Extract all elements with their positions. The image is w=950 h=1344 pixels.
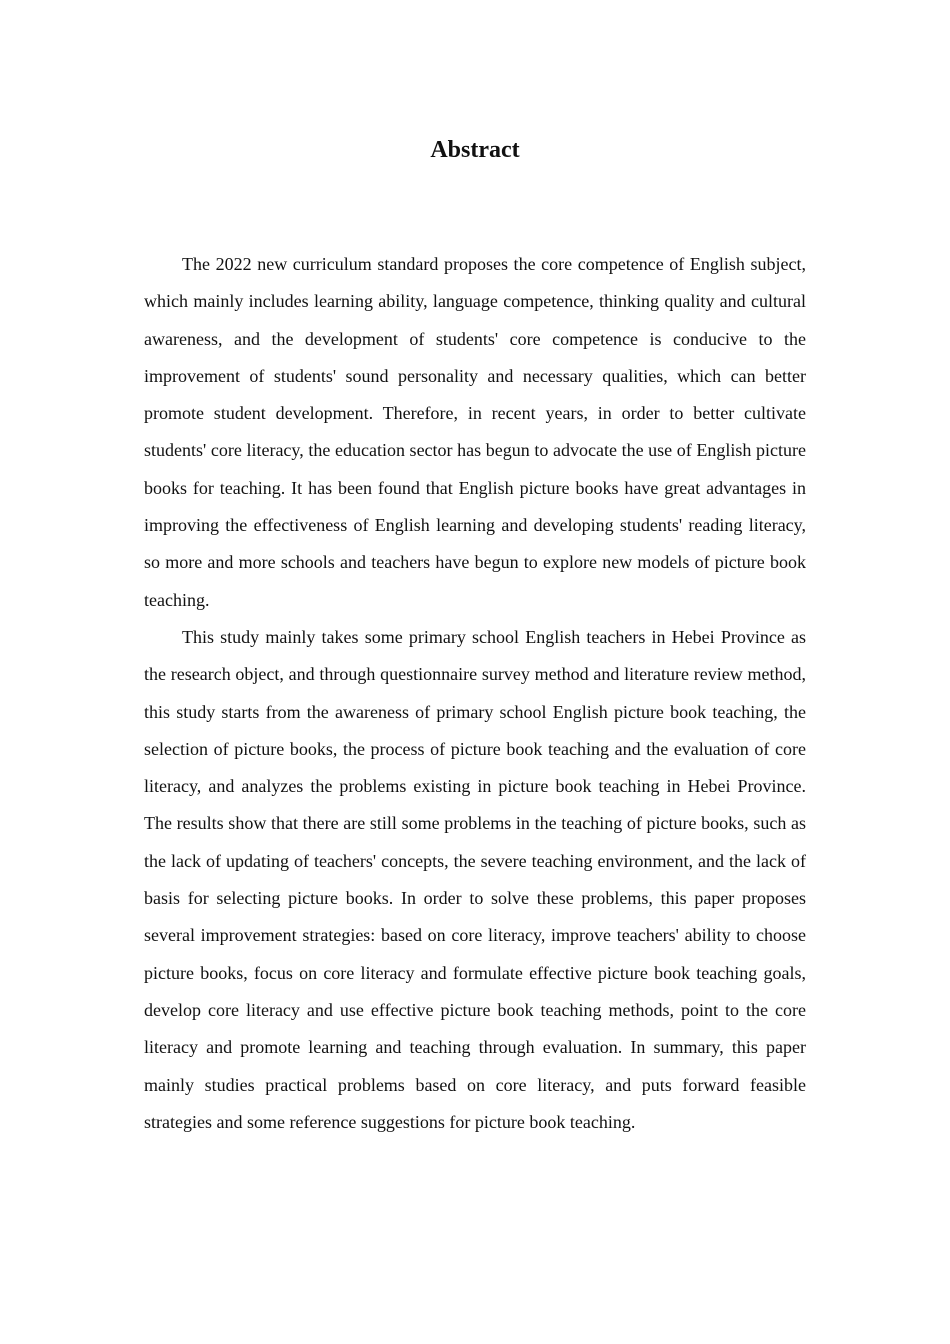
page-title: Abstract (430, 137, 520, 163)
abstract-body (144, 246, 806, 1141)
abstract-paragraph-2: This study mainly takes some primary school English teachers in Hebei Province as the research object, and through questionnaire survey method and literature review method, this study starts from the awareness of primary school English picture book teaching, the selection of picture books, the process of picture book teaching and the evaluation of core literacy, and analyzes the problems existing in picture book teaching in Hebei Province. The results show that there are still some problems in the teaching of picture books, such as the lack of updating of teachers' concepts, the severe teaching environment, and the lack of basis for selecting picture books. In order to solve these problems, this paper proposes several improvement strategies: based on core literacy, improve teachers' ability to choose picture books, focus on core literacy and formulate effective picture book teaching goals, develop core literacy and use effective picture book teaching methods, point to the core literacy and promote learning and teaching through evaluation. In summary, this paper mainly studies practical problems based on core literacy, and puts forward feasible strategies and some reference suggestions for picture book teaching. (144, 626, 806, 1132)
abstract-paragraph-1: The 2022 new curriculum standard proposes the core competence of English subject, which mainly includes learning ability, language competence, thinking quality and cultural awareness, and the development of students' core competence is conducive to the improvement of students' sound personality and necessary qualities, which can better promote student development. Therefore, in recent years, in order to better cultivate students' core literacy, the education sector has begun to advocate the use of English picture books for teaching. It has been found that English picture books have great advantages in improving the effectiveness of English learning and developing students' reading literacy, so more and more schools and teachers have begun to explore new models of picture book teaching. (144, 254, 806, 610)
